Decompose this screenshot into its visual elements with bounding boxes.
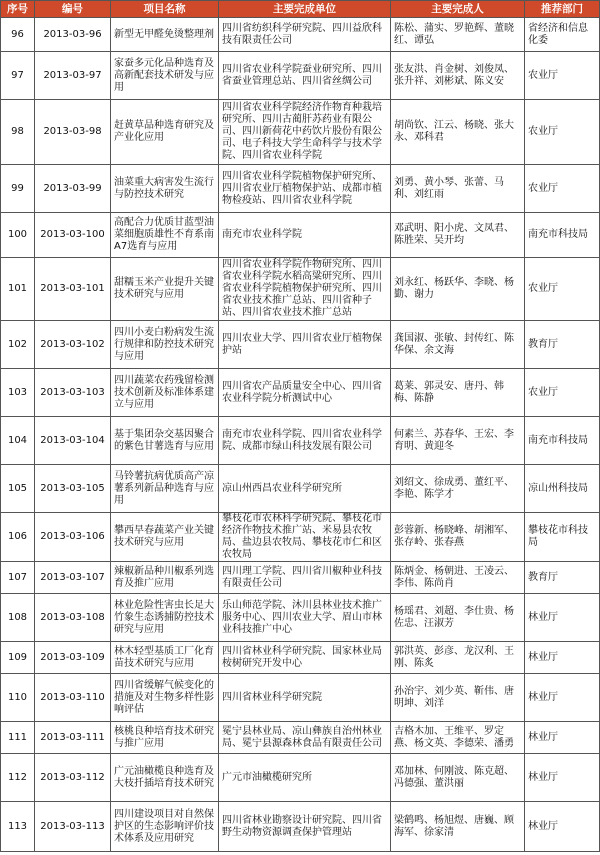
cell-main-people: 葛莱、郭灵安、唐丹、韩梅、陈静 bbox=[391, 369, 525, 417]
cell-code: 2013-03-108 bbox=[35, 594, 111, 642]
cell-main-people: 邓武明、阳小虎、文凤君、陈胜荣、吴开均 bbox=[391, 213, 525, 258]
cell-code: 2013-03-111 bbox=[35, 722, 111, 754]
cell-recommending-dept: 农业厅 bbox=[525, 165, 600, 213]
cell-project-name: 赶黄草品种选育研究及产业化应用 bbox=[111, 100, 219, 165]
cell-seq: 107 bbox=[1, 562, 35, 594]
cell-code: 2013-03-98 bbox=[35, 100, 111, 165]
cell-recommending-dept: 农业厅 bbox=[525, 258, 600, 321]
cell-main-people: 郭洪英、彭彦、龙汉利、王刚、陈炙 bbox=[391, 642, 525, 674]
cell-main-people: 陈松、蒲实、罗艳辉、董晓红、谭弘 bbox=[391, 18, 525, 52]
cell-code: 2013-03-112 bbox=[35, 754, 111, 802]
cell-project-name: 攀西早春蔬菜产业关键技术研究与应用 bbox=[111, 513, 219, 562]
cell-project-name: 四川蔬菜农药残留检测技术创新及标准体系建立与应用 bbox=[111, 369, 219, 417]
table-body bbox=[1, 18, 600, 852]
cell-seq: 111 bbox=[1, 722, 35, 754]
cell-main-people: 陈炳金、杨朝进、王凌云、李伟、陈尚肖 bbox=[391, 562, 525, 594]
cell-seq: 106 bbox=[1, 513, 35, 562]
table-row bbox=[1, 321, 600, 369]
cell-recommending-dept: 林业厅 bbox=[525, 802, 600, 852]
cell-seq: 100 bbox=[1, 213, 35, 258]
cell-project-name: 核桃良种培育技术研究与推广应用 bbox=[111, 722, 219, 754]
cell-seq: 104 bbox=[1, 417, 35, 465]
cell-main-unit: 四川理工学院、四川省川椒种业科技有限责任公司 bbox=[219, 562, 391, 594]
table-row bbox=[1, 642, 600, 674]
cell-recommending-dept: 农业厅 bbox=[525, 100, 600, 165]
table-row bbox=[1, 100, 600, 165]
cell-main-people: 杨瑶君、刘超、李仕贵、杨佐忠、汪淑芳 bbox=[391, 594, 525, 642]
cell-recommending-dept: 林业厅 bbox=[525, 594, 600, 642]
cell-project-name: 四川小麦白粉病发生流行规律和防控技术研究与应用 bbox=[111, 321, 219, 369]
cell-main-unit: 南充市农业科学院、四川省农业科学院、成都市绿山科技发展有限公司 bbox=[219, 417, 391, 465]
cell-recommending-dept: 南充市科技局 bbox=[525, 417, 600, 465]
cell-main-unit: 四川省农业科学院作物研究所、四川省农业科学院水稻高粱研究所、四川省农业科学院植物保护研究所、四川省农业技术推广总站、四川省种子站、四川省农业技术推广总站 bbox=[219, 258, 391, 321]
cell-main-unit: 四川省农业科学院蚕业研究所、四川省蚕业管理总站、四川省丝绸公司 bbox=[219, 52, 391, 100]
cell-main-unit: 四川省林业科学研究院、国家林业局桉树研究开发中心 bbox=[219, 642, 391, 674]
cell-main-people: 刘永红、杨跃华、李晓、杨勤、谢力 bbox=[391, 258, 525, 321]
cell-main-people: 胡尚钦、江云、杨晓、张大永、邓科君 bbox=[391, 100, 525, 165]
cell-project-name: 基于集团杂交基因聚合的紫色甘薯选育与应用 bbox=[111, 417, 219, 465]
cell-seq: 103 bbox=[1, 369, 35, 417]
cell-recommending-dept: 省经济和信息化委 bbox=[525, 18, 600, 52]
cell-project-name: 四川省缓解气候变化的措施及对生物多样性影响评估 bbox=[111, 674, 219, 722]
table-row bbox=[1, 369, 600, 417]
cell-project-name: 甜糯玉米产业提升关键技术研究与应用 bbox=[111, 258, 219, 321]
table-row bbox=[1, 802, 600, 852]
cell-seq: 97 bbox=[1, 52, 35, 100]
cell-recommending-dept: 攀枝花市科技局 bbox=[525, 513, 600, 562]
table-row bbox=[1, 52, 600, 100]
cell-seq: 102 bbox=[1, 321, 35, 369]
table-row bbox=[1, 674, 600, 722]
table-header-row bbox=[1, 1, 600, 18]
table-row bbox=[1, 722, 600, 754]
table-row bbox=[1, 18, 600, 52]
cell-code: 2013-03-110 bbox=[35, 674, 111, 722]
cell-project-name: 辣椒新品种川椒系列选育及推广应用 bbox=[111, 562, 219, 594]
cell-main-people: 孙治宇、刘少英、靳伟、唐明坤、刘洋 bbox=[391, 674, 525, 722]
cell-main-unit: 乐山师范学院、沐川县林业技术推广服务中心、四川农业大学、眉山市林业科技推广中心 bbox=[219, 594, 391, 642]
cell-main-unit: 广元市油橄榄研究所 bbox=[219, 754, 391, 802]
cell-project-name: 家蚕多元化品种选育及高新配套技术研发与应用 bbox=[111, 52, 219, 100]
cell-project-name: 林木轻型基质工厂化育苗技术研究与应用 bbox=[111, 642, 219, 674]
cell-main-people: 吉格木加、王维平、罗定燕、杨文英、李德荣、潘勇 bbox=[391, 722, 525, 754]
cell-recommending-dept: 教育厅 bbox=[525, 562, 600, 594]
header-recommending-dept: 推荐部门 bbox=[525, 1, 600, 18]
cell-main-unit: 四川农业大学、四川省农业厅植物保护站 bbox=[219, 321, 391, 369]
cell-main-unit: 攀枝花市农林科学研究院、攀枝花市经济作物技术推广站、米易县农牧局、盐边县农牧局、攀枝花市仁和区农牧局 bbox=[219, 513, 391, 562]
header-code: 编号 bbox=[35, 1, 111, 18]
cell-main-unit: 四川省林业勘察设计研究院、四川省野生动物资源调查保护管理站 bbox=[219, 802, 391, 852]
header-project-name: 项目名称 bbox=[111, 1, 219, 18]
cell-main-unit: 凉山州西昌农业科学研究所 bbox=[219, 465, 391, 513]
cell-main-people: 梁鹤鸣、杨旭煜、唐巍、顾海军、徐家清 bbox=[391, 802, 525, 852]
cell-recommending-dept: 林业厅 bbox=[525, 674, 600, 722]
cell-project-name: 林业危险性害虫长足大竹象生态诱捕防控技术研究与应用 bbox=[111, 594, 219, 642]
cell-main-people: 龚国淑、张敏、封传红、陈华保、余文海 bbox=[391, 321, 525, 369]
cell-project-name: 高配合力优质甘蓝型油菜细胞质雄性不育系南A7选育与应用 bbox=[111, 213, 219, 258]
cell-code: 2013-03-100 bbox=[35, 213, 111, 258]
cell-project-name: 马铃薯抗病优质高产凉薯系列新品种选育与应用 bbox=[111, 465, 219, 513]
cell-main-unit: 冕宁县林业局、凉山彝族自治州林业局、冕宁县源森林食品有限责任公司 bbox=[219, 722, 391, 754]
cell-recommending-dept: 林业厅 bbox=[525, 642, 600, 674]
cell-seq: 105 bbox=[1, 465, 35, 513]
cell-seq: 113 bbox=[1, 802, 35, 852]
cell-seq: 110 bbox=[1, 674, 35, 722]
cell-main-unit: 四川省农业科学院经济作物育种栽培研究所、四川古蔺肝苏药业有限公司、四川新荷花中药饮片股份有限公司、电子科技大学生命科学与技术学院、四川省农业科学院 bbox=[219, 100, 391, 165]
cell-code: 2013-03-101 bbox=[35, 258, 111, 321]
cell-main-people: 张友洪、肖金树、刘俊凤、张升祥、刘彬斌、陈义安 bbox=[391, 52, 525, 100]
cell-project-name: 油菜重大病害发生流行与防控技术研究 bbox=[111, 165, 219, 213]
cell-seq: 99 bbox=[1, 165, 35, 213]
table-row bbox=[1, 465, 600, 513]
cell-main-unit: 南充市农业科学院 bbox=[219, 213, 391, 258]
cell-main-unit: 四川省纺织科学研究院、四川益欣科技有限责任公司 bbox=[219, 18, 391, 52]
cell-code: 2013-03-113 bbox=[35, 802, 111, 852]
table-row bbox=[1, 258, 600, 321]
cell-main-people: 刘勇、黄小琴、张蕾、马利、刘红雨 bbox=[391, 165, 525, 213]
header-main-people: 主要完成人 bbox=[391, 1, 525, 18]
cell-code: 2013-03-96 bbox=[35, 18, 111, 52]
cell-seq: 96 bbox=[1, 18, 35, 52]
cell-main-unit: 四川省林业科学研究院 bbox=[219, 674, 391, 722]
cell-code: 2013-03-107 bbox=[35, 562, 111, 594]
cell-recommending-dept: 农业厅 bbox=[525, 52, 600, 100]
table-row bbox=[1, 165, 600, 213]
cell-main-people: 刘绍文、徐成勇、董红平、李艳、陈学才 bbox=[391, 465, 525, 513]
cell-main-people: 彭蓉新、杨晓峰、胡湘军、张存岭、张春燕 bbox=[391, 513, 525, 562]
cell-main-people: 何素兰、苏春华、王宏、李育明、黄迎冬 bbox=[391, 417, 525, 465]
cell-recommending-dept: 林业厅 bbox=[525, 754, 600, 802]
cell-code: 2013-03-103 bbox=[35, 369, 111, 417]
cell-recommending-dept: 凉山州科技局 bbox=[525, 465, 600, 513]
cell-recommending-dept: 南充市科技局 bbox=[525, 213, 600, 258]
table-row bbox=[1, 754, 600, 802]
cell-seq: 108 bbox=[1, 594, 35, 642]
cell-project-name: 广元油橄榄良种选育及大枝扦插培育技术研究 bbox=[111, 754, 219, 802]
cell-code: 2013-03-106 bbox=[35, 513, 111, 562]
cell-code: 2013-03-99 bbox=[35, 165, 111, 213]
header-seq: 序号 bbox=[1, 1, 35, 18]
cell-code: 2013-03-97 bbox=[35, 52, 111, 100]
cell-seq: 109 bbox=[1, 642, 35, 674]
table-row bbox=[1, 513, 600, 562]
cell-main-unit: 四川省农业科学院植物保护研究所、四川省农业厅植物保护站、成都市植物检疫站、四川省农业科学院 bbox=[219, 165, 391, 213]
cell-code: 2013-03-104 bbox=[35, 417, 111, 465]
cell-code: 2013-03-109 bbox=[35, 642, 111, 674]
cell-seq: 112 bbox=[1, 754, 35, 802]
cell-main-people: 邓加林、何刚波、陈克超、冯德强、董洪丽 bbox=[391, 754, 525, 802]
table-row bbox=[1, 594, 600, 642]
cell-code: 2013-03-105 bbox=[35, 465, 111, 513]
cell-recommending-dept: 林业厅 bbox=[525, 722, 600, 754]
table-row bbox=[1, 213, 600, 258]
cell-recommending-dept: 教育厅 bbox=[525, 321, 600, 369]
cell-recommending-dept: 农业厅 bbox=[525, 369, 600, 417]
cell-code: 2013-03-102 bbox=[35, 321, 111, 369]
cell-seq: 101 bbox=[1, 258, 35, 321]
table-row bbox=[1, 562, 600, 594]
cell-seq: 98 bbox=[1, 100, 35, 165]
table-row bbox=[1, 417, 600, 465]
header-main-unit: 主要完成单位 bbox=[219, 1, 391, 18]
cell-project-name: 新型无甲醛免烫整理剂 bbox=[111, 18, 219, 52]
cell-main-unit: 四川省农产品质量安全中心、四川省农业科学院分析测试中心 bbox=[219, 369, 391, 417]
cell-project-name: 四川建设项目对自然保护区的生态影响评价技术体系及应用研究 bbox=[111, 802, 219, 852]
